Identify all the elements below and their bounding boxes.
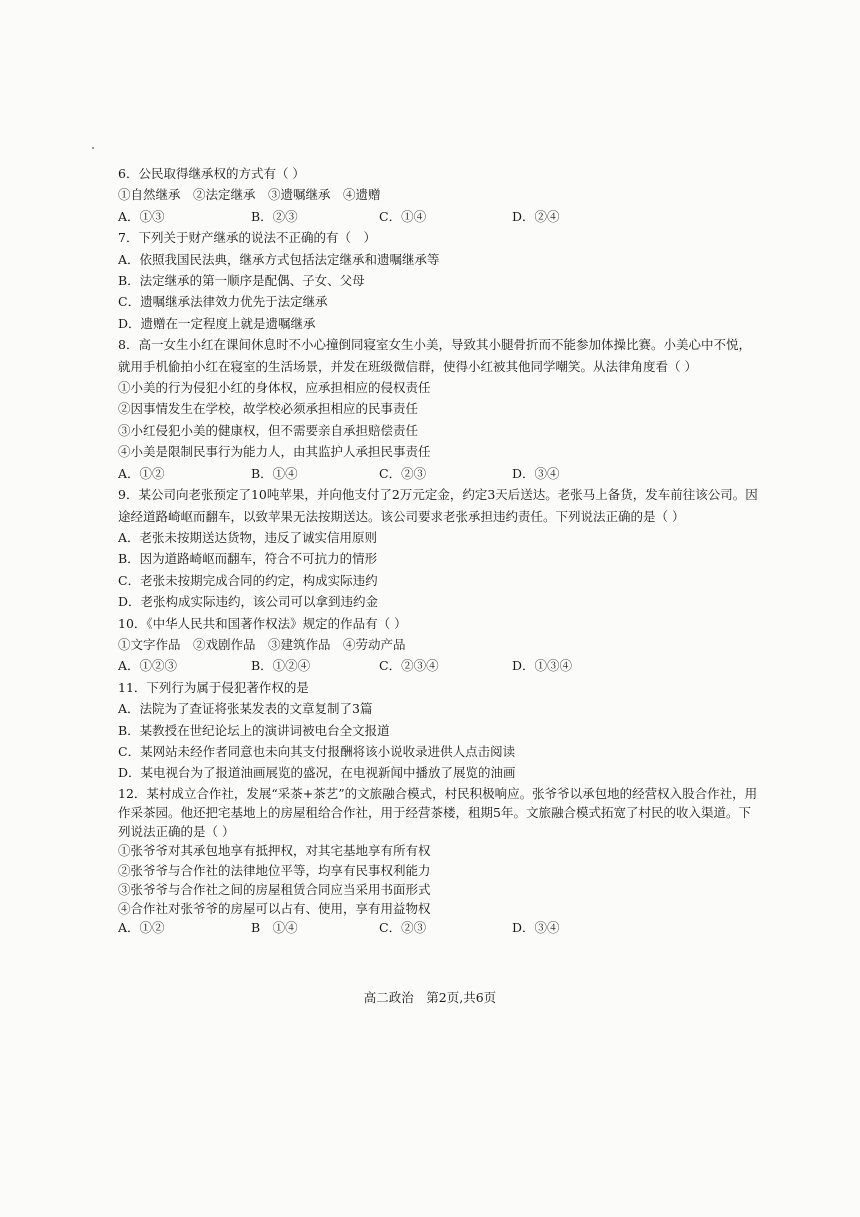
- choice-a: A．老张未按期送达货物，违反了诚实信用原则: [118, 529, 378, 545]
- question-9-stem: 9．某公司向老张预定了10吨苹果，并向他支付了2万元定金，约定3天后送达。老张马上备货，发车前往该公司。因途经道路崎岖而翻车，以致苹果无法按期送达。该公司要求老张承担违约责任。下列说法正确的是（ ）: [118, 487, 758, 524]
- option-a: A．①②: [118, 465, 165, 481]
- statement-4: ④小美是限制民事行为能力人，由其监护人承担民事责任: [118, 444, 431, 460]
- question-12-stem: 12．某村成立合作社，发展“采茶+茶艺”的文旅融合模式，村民积极响应。张爷爷以承包地的经营权入股合作社，用作采茶园。他还把宅基地上的房屋租给合作社，用于经营茶楼，租期5年。文旅融合模式拓宽了村民的收入渠道。下列说法正确的是（ ）: [118, 785, 758, 840]
- statement-3: ③小红侵犯小美的健康权，但不需要亲自承担赔偿责任: [118, 422, 419, 438]
- question-6-options: [118, 206, 758, 227]
- statement-4: ④合作社对张爷爷的房屋可以占有、使用，享有用益物权: [118, 901, 431, 916]
- option-b: B．②③: [251, 208, 298, 224]
- choice-c: C．遗嘱继承法律效力优先于法定继承: [118, 294, 328, 310]
- choice-a: A．依照我国民法典，继承方式包括法定继承和遗嘱继承等: [118, 251, 440, 267]
- option-c: C．①④: [379, 208, 427, 224]
- option-a: A．①③: [118, 208, 165, 224]
- choice-b: B．因为道路崎岖而翻车，符合不可抗力的情形: [118, 551, 378, 567]
- choice-c: C．某网站未经作者同意也未向其支付报酬将该小说收录进供人点击阅读: [118, 743, 516, 759]
- option-b: B．①②④: [251, 658, 311, 674]
- choice-b: B．法定继承的第一顺序是配偶、子女、父母: [118, 273, 365, 289]
- question-6-stem: 6．公民取得继承权的方式有（ ）: [118, 166, 305, 181]
- option-b: B ①④: [251, 920, 298, 936]
- option-a: A．①②③: [118, 658, 178, 674]
- choice-a: A．法院为了查证将张某发表的文章复制了3篇: [118, 701, 373, 717]
- option-d: D．①③④: [512, 658, 573, 674]
- question-list: [118, 163, 758, 937]
- page-footer: 高二政治 第2页,共6页: [363, 990, 497, 1005]
- question-7: [118, 227, 758, 334]
- statement-1: ①小美的行为侵犯小红的身体权，应承担相应的侵权责任: [118, 380, 431, 396]
- question-7-stem: 7．下列关于财产继承的说法不正确的有（ ）: [118, 230, 376, 246]
- option-b: B．①④: [251, 465, 298, 481]
- option-d: D．③④: [512, 465, 560, 481]
- question-6: [118, 163, 758, 227]
- choice-d: D．老张构成实际违约，该公司可以拿到违约金: [118, 594, 379, 610]
- question-8-options: [118, 463, 758, 484]
- statement-2: ②张爷爷与合作社的法律地位平等，均享有民事权利能力: [118, 862, 431, 878]
- question-10-items: ①文字作品 ②戏剧作品 ③建筑作品 ④劳动产品: [118, 636, 406, 652]
- statement-3: ③张爷爷与合作社之间的房屋租赁合同应当采用书面形式: [118, 881, 431, 897]
- choice-d: D．遗赠在一定程度上就是遗嘱继承: [118, 315, 316, 331]
- question-10: [118, 613, 758, 677]
- statement-2: ②因事情发生在学校，故学校必须承担相应的民事责任: [118, 401, 419, 417]
- question-9: [118, 484, 758, 612]
- question-10-stem: 10．《中华人民共和国著作权法》规定的作品有（ ）: [118, 615, 407, 631]
- question-6-items: ①自然继承 ②法定继承 ③遗嘱继承 ④遗赠: [118, 187, 381, 203]
- question-8-stem: 8．高一女生小红在课间休息时不小心撞倒同寝室女生小美，导致其小腿骨折而不能参加体操比赛。小美心中不悦，就用手机偷拍小红在寝室的生活场景，并发在班级微信群，使得小红被其他同学嘲笑。从法律角度看（ ）: [118, 337, 751, 374]
- question-10-options: [118, 655, 758, 676]
- option-c: C．②③: [379, 465, 427, 481]
- option-d: D．③④: [512, 920, 560, 936]
- question-12-options: [118, 918, 758, 937]
- option-c: C．②③: [379, 920, 427, 936]
- choice-b: B．某教授在世纪论坛上的演讲词被电台全文报道: [118, 722, 390, 738]
- scan-speck: [92, 147, 94, 149]
- question-11: [118, 677, 758, 784]
- question-8: [118, 334, 758, 484]
- choice-c: C．老张未按期完成合同的约定，构成实际违约: [118, 572, 378, 588]
- option-c: C．②③④: [379, 658, 439, 674]
- question-12: [118, 784, 758, 938]
- option-a: A．①②: [118, 920, 165, 936]
- question-11-stem: 11．下列行为属于侵犯著作权的是: [118, 679, 309, 695]
- statement-1: ①张爷爷对其承包地享有抵押权，对其宅基地享有所有权: [118, 843, 431, 859]
- option-d: D．②④: [512, 208, 560, 224]
- choice-d: D．某电视台为了报道油画展览的盛况，在电视新闻中播放了展览的油画: [118, 765, 516, 781]
